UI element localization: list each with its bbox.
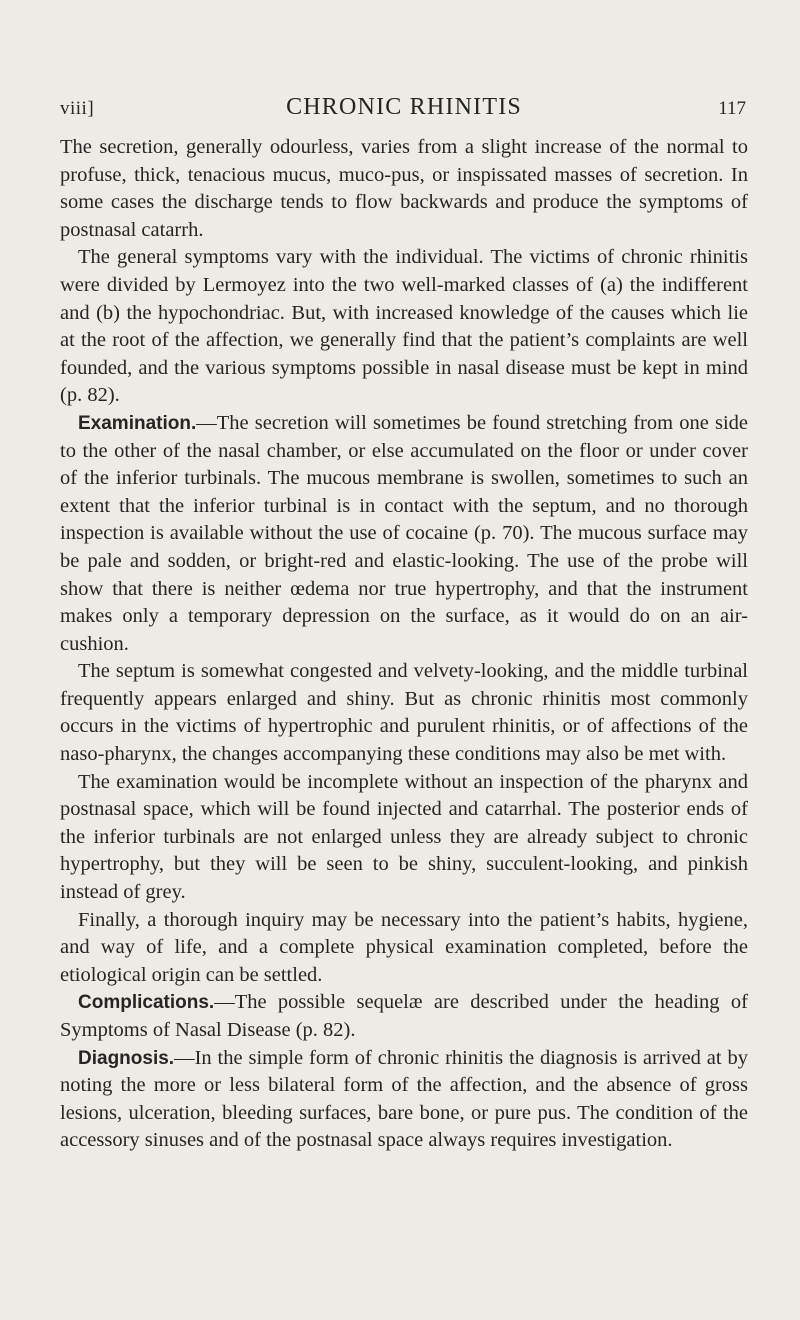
paragraph-inquiry: [60, 907, 748, 990]
page-number: 117: [718, 98, 746, 119]
section-heading-diagnosis: Diagnosis.: [78, 1047, 175, 1069]
paragraph-text: —The possible sequelæ are described under the heading of Symptoms of Nasal Disease (p. 82).: [60, 991, 748, 1041]
paragraph-text: Finally, a thorough inquiry may be necessary into the patient’s habits, hygiene, and way of life, and a complete physical examination completed, before the etiological origin can be settled.: [60, 908, 748, 986]
paragraph-complications: [60, 989, 748, 1044]
book-page: [60, 92, 748, 1155]
paragraph-general-symptoms: [60, 244, 748, 410]
paragraph-text: The examination would be incomplete without an inspection of the pharynx and postnasal space, which will be found injected and catarrhal. The posterior ends of the inferior turbinals are not enlarged unless they are already subject to chronic hypertrophy, but they will be seen to be shiny, succulent-looking, and pinkish instead of grey.: [60, 770, 748, 904]
paragraph-text: The secretion, generally odourless, varies from a slight increase of the normal to profuse, thick, tenacious mucus, muco-pus, or inspissated masses of secretion. In some cases the discharge tends to flow backwards and produce the symptoms of postnasal catarrh.: [60, 136, 748, 241]
paragraph-secretion: [60, 134, 748, 244]
chapter-number: viii]: [60, 98, 95, 119]
paragraph-septum: [60, 658, 748, 768]
section-heading-complications: Complications.: [78, 992, 215, 1014]
running-title: CHRONIC RHINITIS: [286, 94, 522, 120]
paragraph-text: The septum is somewhat congested and velvety-looking, and the middle turbinal frequently appears enlarged and shiny. But as chronic rhinitis most commonly occurs in the victims of hypertrophic and purulent rhinitis, or of affections of the naso-pharynx, the changes accompanying these conditions may also be met with.: [60, 660, 748, 766]
paragraph-diagnosis: [60, 1045, 748, 1155]
paragraph-text: The general symptoms vary with the individual. The victims of chronic rhinitis were divided by Lermoyez into the two well-marked classes of (a) the indifferent and (b) the hypochondriac. But, with increased knowledge of the causes which lie at the root of the affection, we generally find that the patient’s complaints are well founded, and the various symptoms possible in nasal disease must be kept in mind (p. 82).: [60, 246, 748, 407]
running-header: [60, 92, 748, 134]
paragraph-examination: [60, 410, 748, 658]
section-heading-examination: Examination.: [78, 412, 197, 434]
paragraph-pharynx: [60, 769, 748, 907]
paragraph-text: —The secretion will sometimes be found stretching from one side to the other of the nasal chamber, or else accumulated on the floor or under cover of the inferior turbinals. The mucous membrane is swollen, sometimes to such an extent that the inferior turbinal is in contact with the septum, and no thorough inspection is available without the use of cocaine (p. 70). The mucous surface may be pale and sodden, or bright-red and elastic-looking. The use of the probe will show that there is neither œdema nor true hypertrophy, and that the instrument makes only a temporary depression on the surface, as it would do on an air-cushion.: [60, 411, 748, 655]
body-text: [60, 134, 748, 1155]
paragraph-text: —In the simple form of chronic rhinitis the diagnosis is arrived at by noting the more or less bilateral form of the affection, and the absence of gross lesions, ulceration, bleeding surfaces, bare bone, or pure pus. The condition of the accessory sinuses and of the postnasal space always requires investigation.: [60, 1046, 748, 1152]
